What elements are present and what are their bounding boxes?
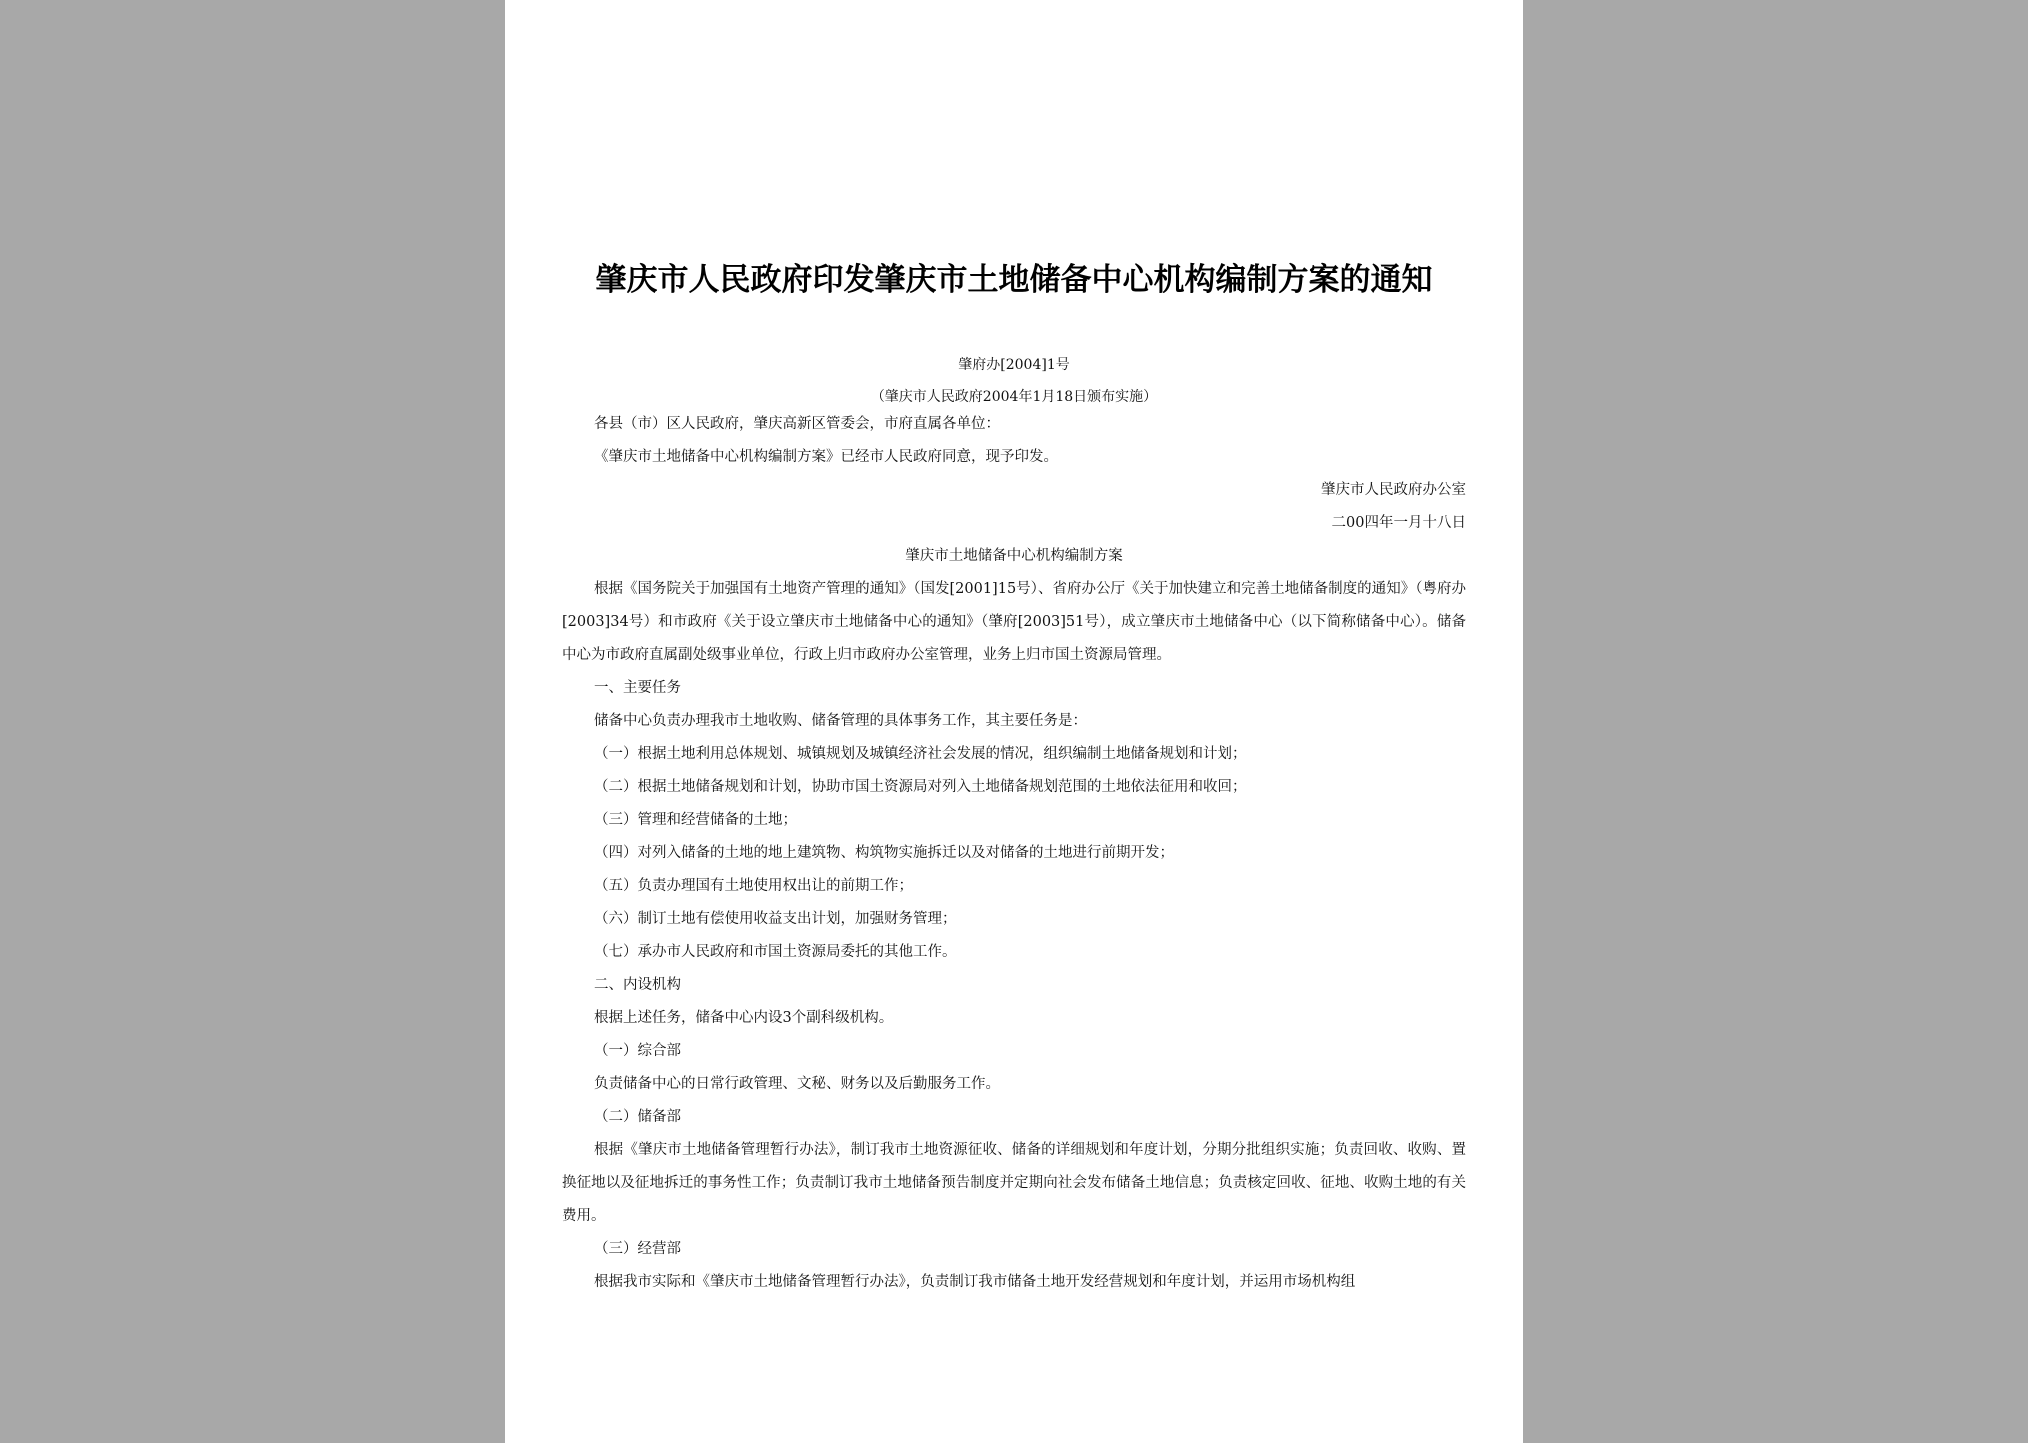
section-heading-tasks: 一、主要任务 — [594, 680, 681, 696]
signature-line: 肇庆市人民政府办公室 — [1321, 482, 1466, 498]
task-item: （四）对列入储备的土地的地上建筑物、构筑物实施拆迁以及对储备的土地进行前期开发； — [594, 845, 1174, 861]
dept-heading-reserve: （二）储备部 — [594, 1109, 681, 1125]
dept-heading-operations: （三）经营部 — [594, 1241, 681, 1257]
task-item: （七）承办市人民政府和市国土资源局委托的其他工作。 — [594, 944, 957, 960]
dept-body-reserve: 根据《肇庆市土地储备管理暂行办法》，制订我市土地资源征收、储备的详细规划和年度计划，分期分批组织实施；负责回收、收购、置换征地以及征地拆迁的事务性工作；负责制订我市土地储备预告制度并定期向社会发布储备土地信息；负责核定回收、征地、收购土地的有关费用。 — [562, 1142, 1466, 1224]
issue-note: （肇庆市人民政府2004年1月18日颁布实施） — [870, 389, 1158, 405]
document-title: 肇庆市人民政府印发肇庆市土地储备中心机构编制方案的通知 — [595, 262, 1433, 298]
intro-paragraph: 根据《国务院关于加强国有土地资产管理的通知》（国发[2001]15号）、省府办公厅《关于加快建立和完善土地储备制度的通知》（粤府办[2003]34号）和市政府《关于设立肇庆市土地储备中心的通知》（肇府[2003]51号），成立肇庆市土地储备中心（以下简称储备中心）。储备中心为市政府直属副处级事业单位，行政上归市政府办公室管理，业务上归市国土资源局管理。 — [562, 581, 1466, 663]
dept-body-operations: 根据我市实际和《肇庆市土地储备管理暂行办法》，负责制订我市储备土地开发经营规划和年度计划，并运用市场机构组 — [594, 1274, 1356, 1290]
dept-heading-general: （一）综合部 — [594, 1043, 681, 1059]
section-heading-structure: 二、内设机构 — [594, 977, 681, 993]
addressee-line: 各县（市）区人民政府，肇庆高新区管委会，市府直属各单位： — [594, 416, 1000, 432]
task-item: （一）根据土地利用总体规划、城镇规划及城镇经济社会发展的情况，组织编制土地储备规划和计划； — [594, 746, 1247, 762]
notice-body: 《肇庆市土地储备中心机构编制方案》已经市人民政府同意，现予印发。 — [594, 449, 1058, 465]
task-item: （五）负责办理国有土地使用权出让的前期工作； — [594, 878, 913, 894]
section-lead-structure: 根据上述任务，储备中心内设3个副科级机构。 — [594, 1010, 894, 1026]
document-content — [562, 262, 1466, 1299]
task-item: （三）管理和经营储备的土地； — [594, 812, 797, 828]
task-item: （二）根据土地储备规划和计划，协助市国土资源局对列入土地储备规划范围的土地依法征用和收回； — [594, 779, 1247, 795]
dept-body-general: 负责储备中心的日常行政管理、文秘、财务以及后勤服务工作。 — [594, 1076, 1000, 1092]
plan-title: 肇庆市土地储备中心机构编制方案 — [905, 548, 1123, 564]
document-page — [505, 0, 1523, 1443]
document-number: 肇府办[2004]1号 — [958, 357, 1070, 373]
date-line: 二00四年一月十八日 — [1331, 515, 1466, 531]
task-item: （六）制订土地有偿使用收益支出计划，加强财务管理； — [594, 911, 957, 927]
section-lead-tasks: 储备中心负责办理我市土地收购、储备管理的具体事务工作，其主要任务是： — [594, 713, 1087, 729]
